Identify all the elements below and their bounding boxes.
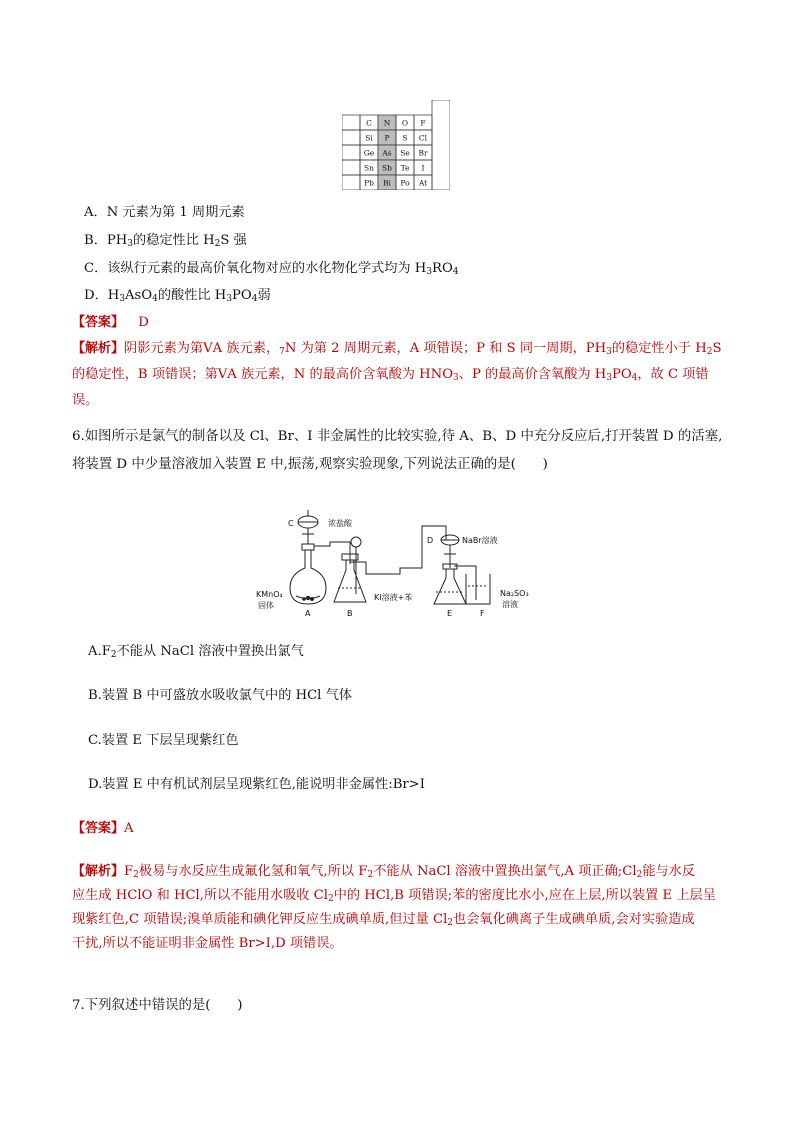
- ptable-element-symbol: F: [420, 118, 426, 128]
- ptable-element-symbol: Sn: [364, 163, 374, 173]
- ptable-element-symbol: Sb: [382, 163, 392, 173]
- ptable-element-symbol: C: [366, 118, 372, 128]
- label-ki: KI溶液+苯: [374, 593, 413, 602]
- ptable-element-symbol: At: [418, 178, 428, 188]
- label-f: F: [480, 609, 485, 618]
- q6-option-b: B.装置 B 中可盛放水吸收氯气中的 HCl 气体: [88, 688, 352, 703]
- q5-answer: [72, 313, 149, 333]
- label-nabr: NaBr溶液: [462, 536, 498, 545]
- label-na2so3: Na₂SO₃: [500, 589, 529, 598]
- answer-tag: 【答案】: [72, 315, 125, 330]
- q6-answer: [72, 819, 134, 839]
- apparatus-diagram: [250, 502, 550, 620]
- ptable-element-symbol: Cl: [418, 133, 428, 143]
- label-a: A: [305, 609, 311, 618]
- q5-analysis: 【解析】阴影元素为第ⅤA 族元素，$_7$N 为第 2 周期元素，A 项错误；P 和 S 同一周期，$PH_3$的稳定性小于 $H_2S$ 的稳定性，B 项错误；第ⅤA 族元素，N 的最高价含氧酸为 $HNO_3$、P 的最高价含氧酸为 $H_3PO_4$，故 C 项错 误。: [72, 341, 722, 408]
- label-d: D: [427, 536, 434, 545]
- ptable-element-symbol: Br: [418, 148, 428, 158]
- ptable-element-symbol: P: [384, 133, 390, 143]
- ptable-element-symbol: Po: [400, 178, 410, 188]
- label-c: C: [288, 519, 294, 528]
- label-kmno4: KMnO₄: [256, 590, 283, 599]
- ptable-element-symbol: As: [382, 148, 392, 158]
- ptable-empty-cell: [342, 160, 360, 175]
- ptable-element-symbol: O: [401, 118, 409, 128]
- ptable-empty-column: [432, 100, 450, 190]
- periodic-table-fragment: [342, 100, 450, 190]
- ptable-element-symbol: Se: [400, 148, 410, 158]
- ptable-element-symbol: Te: [400, 163, 410, 173]
- label-solid: 固体: [258, 601, 274, 610]
- answer-value: D: [138, 315, 149, 330]
- q6-option-d: D.装置 E 中有机试剂层呈现紫红色,能说明非金属性:Br>I: [88, 777, 425, 792]
- ptable-element-symbol: Si: [365, 133, 373, 143]
- q5-option-d: D．$H_3AsO_4$的酸性比 $H_3PO_4$弱: [84, 288, 271, 304]
- q5-option-a: A．N 元素为第 1 周期元素: [84, 205, 245, 220]
- q6-analysis: 【解析】$F_2$极易与水反应生成氟化氢和氧气,所以 $F_2$不能从 NaCl 溶液中置换出氯气,A 项正确$;Cl_2$能与水反 应生成 HClO 和 HCl,所以不能用水吸收 $Cl_2$中的 HCl,B 项错误;苯的密度比水小,应在上层,所以装置 E 上层呈 现紫红色,C 项错误;溴单质能和碘化钾反应生成碘单质,但过量 $Cl_2$也会氧化碘离子生成碘单质,会对实验造成 干扰,所以不能证明非金属性 Br>I,D 项错误。: [72, 864, 716, 951]
- answer-tag: 【答案】: [72, 821, 125, 836]
- q7-stem: 7.下列叙述中错误的是( ): [72, 998, 243, 1013]
- ptable-element-symbol: Bi: [383, 178, 391, 188]
- label-b: B: [347, 609, 353, 618]
- ptable-empty-cell: [342, 130, 360, 145]
- ptable-element-symbol: Ge: [363, 148, 375, 158]
- ptable-empty-cell: [342, 115, 360, 130]
- q6-option-c: C.装置 E 下层呈现紫红色: [88, 733, 239, 748]
- label-solution: 溶液: [502, 600, 518, 609]
- ptable-empty-cell: [342, 175, 360, 190]
- q6-stem: 6.如图所示是氯气的制备以及 Cl、Br、I 非金属性的比较实验,待 A、B、D 中充分反应后,打开装置 D 的活塞, 将装置 D 中少量溶液加入装置 E 中,振荡,观察实验现象,下列说法正确的是( ): [72, 429, 723, 472]
- q5-option-c: C．该纵行元素的最高价氧化物对应的水化物化学式均为 $H_3RO_4$: [84, 261, 459, 277]
- ptable-element-symbol: Pb: [364, 178, 374, 188]
- ptable-element-symbol: N: [383, 118, 391, 128]
- answer-value: A: [124, 821, 134, 836]
- ptable-element-symbol: I: [421, 163, 425, 173]
- label-e: E: [447, 609, 453, 618]
- label-conc-hcl: 浓盐酸: [328, 519, 352, 528]
- q6-option-a: $A.F_2$不能从 NaCl 溶液中置换出氯气: [88, 644, 304, 660]
- q5-option-b: B．$PH_3$的稳定性比 $H_2S$ 强: [84, 233, 247, 249]
- ptable-element-symbol: S: [402, 133, 408, 143]
- ptable-empty-cell: [342, 145, 360, 160]
